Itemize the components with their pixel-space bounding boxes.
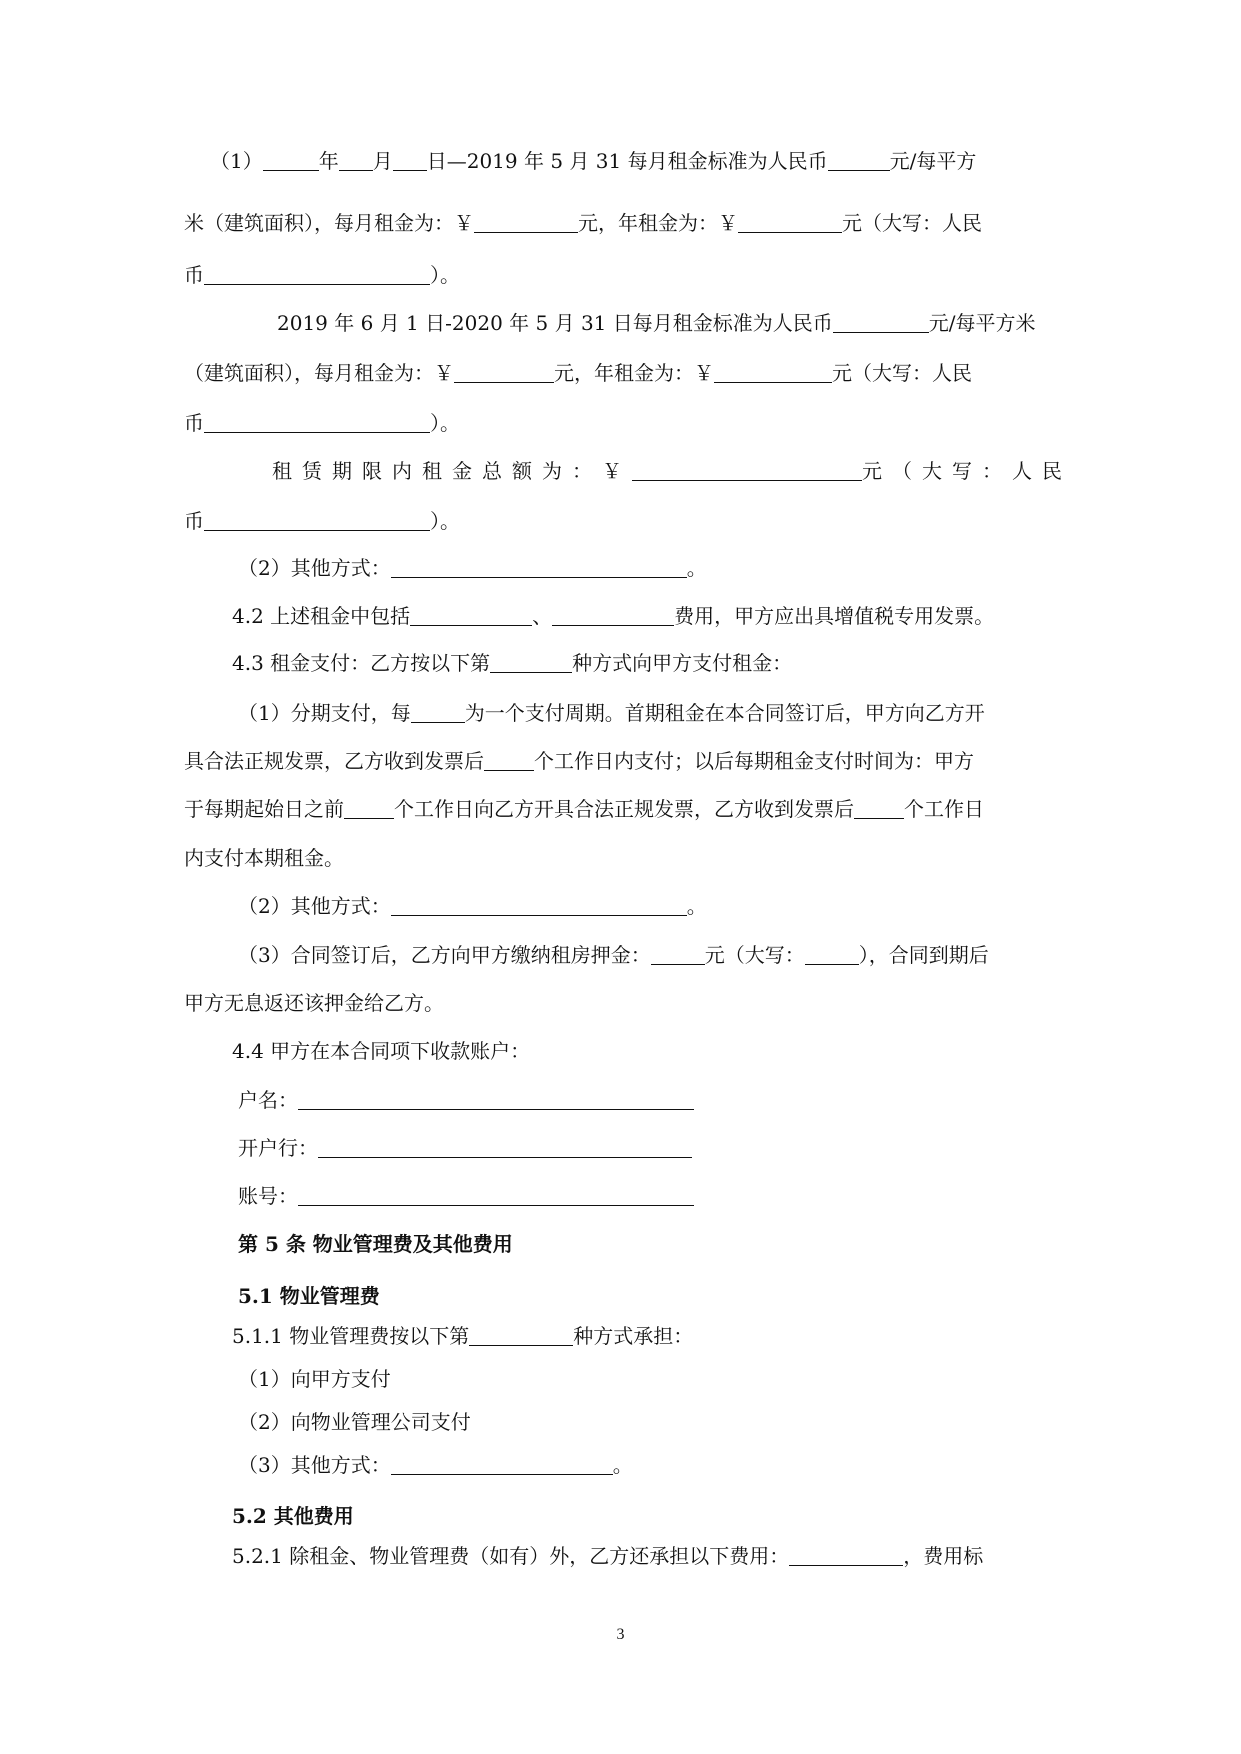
total-rent-line: 租赁期限内租金总额为：￥ 元（大写：人民 (272, 459, 1072, 483)
clause-5-2-1: 5.2.1 除租金、物业管理费（如有）外，乙方还承担以下费用： ，费用标 (232, 1544, 984, 1568)
blank-payment-option (490, 652, 572, 673)
installment-line-3: 于每期起始日之前 个工作日向乙方开具合法正规发票，乙方收到发票后 个工作日 (184, 797, 984, 821)
rent-line-4: 2019 年 6 月 1 日-2020 年 5 月 31 日每月租金标准为人民币 元/每平方米 (277, 311, 1036, 335)
blank-bank (318, 1137, 692, 1158)
installment-line-1: （1）分期支付，每 为一个支付周期。首期租金在本合同签订后，甲方向乙方开 (238, 701, 985, 725)
fee-option-3: （3）其他方式： 。 (238, 1453, 633, 1477)
installment-line-4: 内支付本期租金。 (184, 846, 344, 870)
blank-other-method-2 (391, 895, 687, 916)
blank-workdays-1 (484, 750, 534, 771)
other-method-line: （2）其他方式： 。 (238, 556, 707, 580)
blank-monthly-rent (474, 212, 578, 233)
blank-fee-option (469, 1325, 573, 1346)
blank-workdays-3 (854, 798, 904, 819)
blank-annual-rent (738, 212, 842, 233)
rent-line-5: （建筑面积），每月租金为：￥ 元，年租金为：￥ 元（大写：人民 (184, 361, 972, 385)
blank-year (263, 150, 319, 171)
blank-deposit-amount (651, 944, 705, 965)
item-number: （1） (210, 149, 263, 173)
section-5-1-heading: 5.1 物业管理费 (238, 1284, 380, 1308)
total-rent-line-2: 币 ）。 (184, 509, 460, 533)
rent-line-3: 币 ）。 (184, 263, 460, 287)
blank-monthly-rent-2 (454, 362, 554, 383)
blank-included-fee-1 (410, 605, 532, 626)
blank-annual-rent-2 (714, 362, 832, 383)
page-number: 3 (616, 1626, 625, 1643)
blank-month (339, 150, 373, 171)
blank-amount-in-words-2 (204, 412, 430, 433)
blank-other-fees (789, 1545, 903, 1566)
blank-account-name (298, 1089, 694, 1110)
deposit-line-1: （3）合同签订后，乙方向甲方缴纳租房押金： 元（大写： ），合同到期后 (238, 943, 989, 967)
account-name-line: 户名： (238, 1087, 694, 1113)
blank-account-number (298, 1185, 694, 1206)
blank-rent-standard (828, 150, 890, 171)
section-5-2-heading: 5.2 其他费用 (232, 1504, 354, 1528)
blank-workdays-2 (344, 798, 394, 819)
bank-line: 开户行： (238, 1135, 692, 1161)
clause-4-4: 4.4 甲方在本合同项下收款账户： (232, 1039, 531, 1063)
clause-4-2: 4.2 上述租金中包括 、 费用，甲方应出具增值税专用发票。 (232, 604, 995, 628)
fee-option-2: （2）向物业管理公司支付 (238, 1410, 471, 1434)
rent-line-1: （1） 年 月 日—2019 年 5 月 31 每月租金标准为人民币 元/每平方 (210, 149, 977, 173)
article-5-heading: 第 5 条 物业管理费及其他费用 (238, 1232, 513, 1256)
blank-other-fee-method (391, 1454, 613, 1475)
other-method-line-2: （2）其他方式： 。 (238, 894, 707, 918)
installment-line-2: 具合法正规发票，乙方收到发票后 个工作日内支付；以后每期租金支付时间为：甲方 (184, 749, 974, 773)
blank-amount-in-words (204, 264, 430, 285)
blank-day (393, 150, 427, 171)
rent-line-2: 米（建筑面积），每月租金为：￥ 元，年租金为：￥ 元（大写：人民 (184, 211, 982, 235)
blank-total-in-words (204, 510, 430, 531)
fee-option-1: （1）向甲方支付 (238, 1367, 391, 1391)
rent-line-6: 币 ）。 (184, 411, 460, 435)
account-number-line: 账号： (238, 1183, 694, 1209)
blank-deposit-in-words (805, 944, 859, 965)
clause-4-3: 4.3 租金支付：乙方按以下第 种方式向甲方支付租金： (232, 651, 793, 675)
blank-included-fee-2 (552, 605, 674, 626)
blank-total-rent (632, 460, 862, 481)
deposit-line-2: 甲方无息返还该押金给乙方。 (184, 991, 444, 1015)
blank-rent-standard-2 (833, 312, 929, 333)
clause-5-1-1: 5.1.1 物业管理费按以下第 种方式承担： (232, 1324, 694, 1348)
blank-payment-cycle (411, 702, 465, 723)
blank-other-method (391, 557, 687, 578)
